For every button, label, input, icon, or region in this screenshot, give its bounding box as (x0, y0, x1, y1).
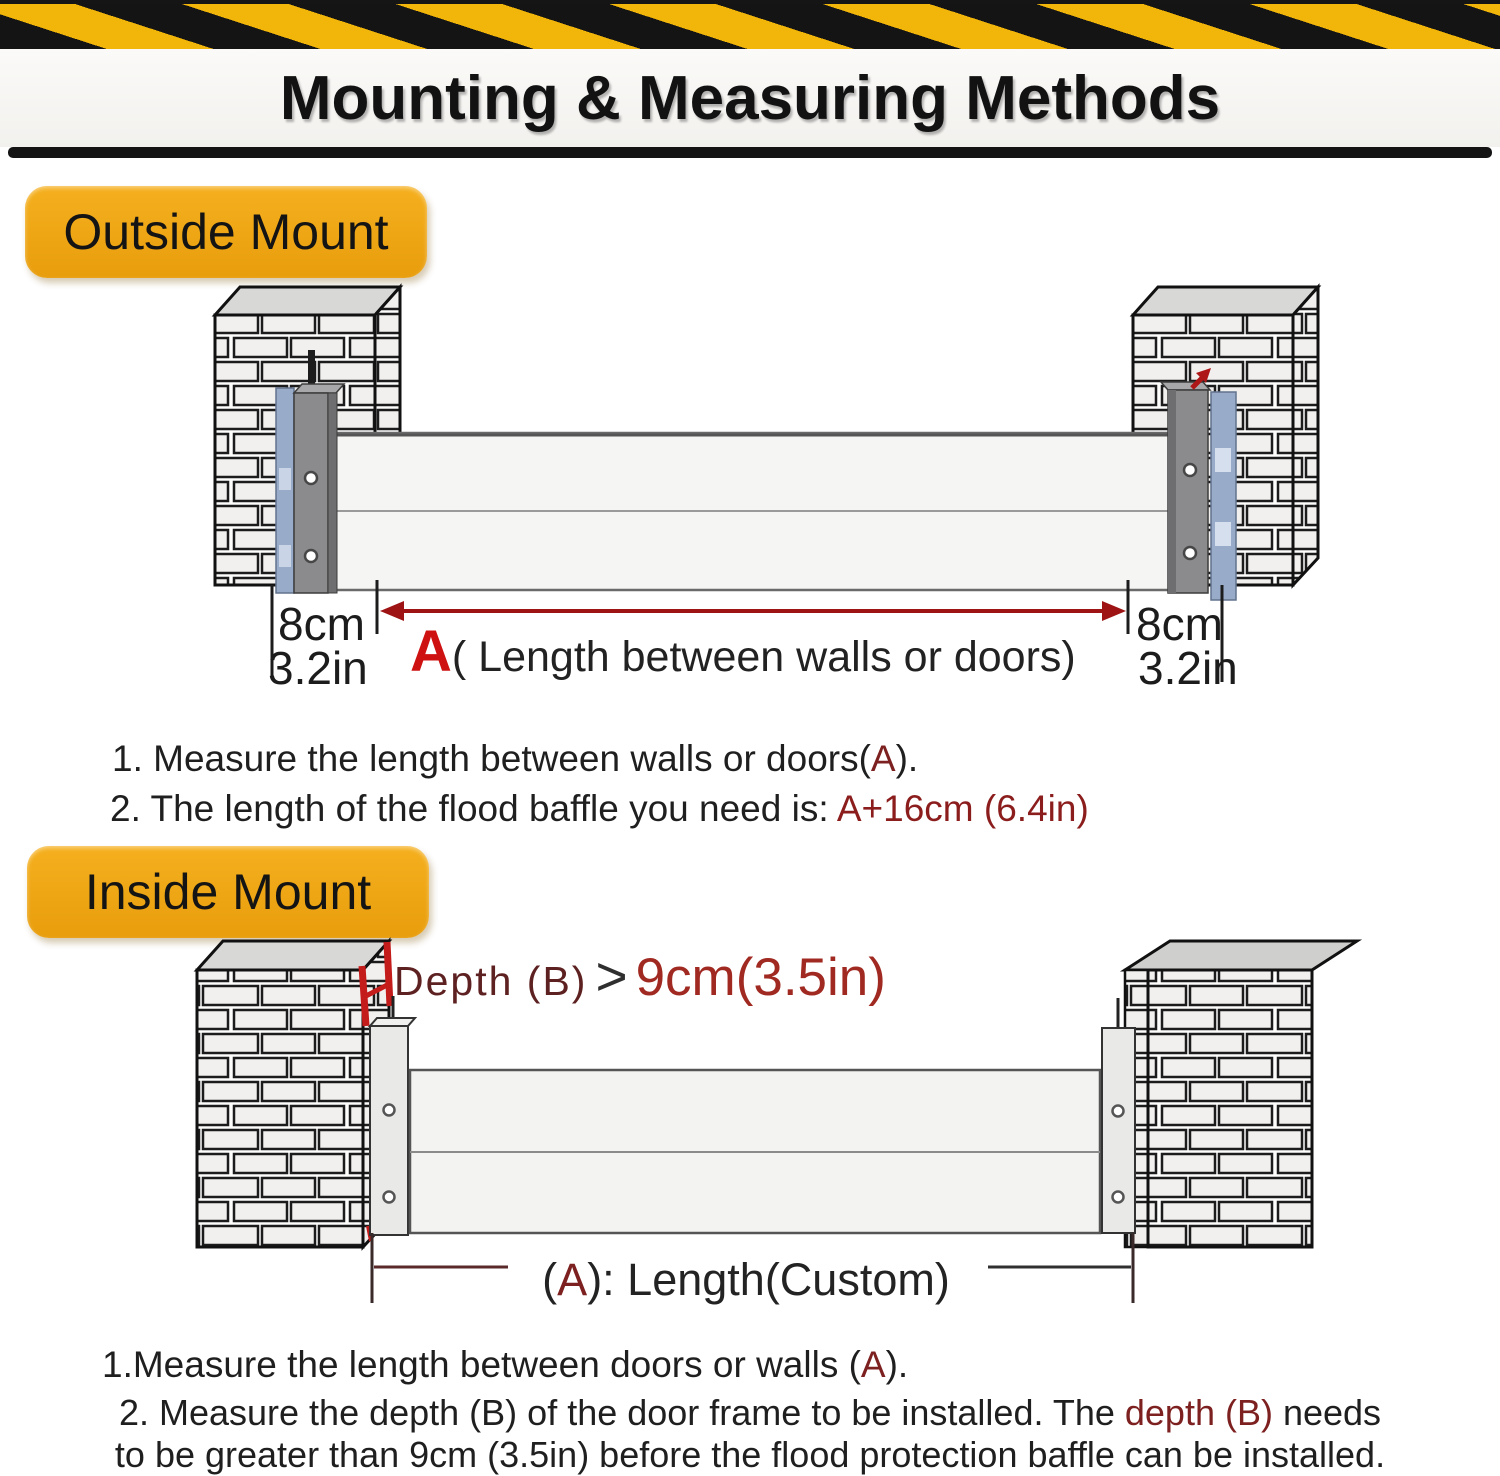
title-underline (8, 147, 1492, 158)
span-label-text: ( Length between walls or doors) (451, 633, 1076, 681)
outside-flood-barrier (335, 433, 1170, 590)
outside-step2-text: 2. The length of the flood baffle you need is: (110, 788, 837, 829)
outside-mount-badge (25, 186, 427, 278)
inside-span-letter: A (557, 1254, 588, 1305)
inside-flood-barrier (410, 1070, 1100, 1233)
outside-span-label (410, 618, 1076, 685)
hazard-stripe-banner (0, 4, 1500, 49)
outside-step1-suffix: ). (895, 738, 919, 779)
span-letter-a: A (410, 619, 452, 684)
outside-step1-text: 1. Measure the length between walls or doors( (112, 738, 871, 779)
right-mounting-bracket (1161, 382, 1210, 593)
outside-left-offset-cm: 8cm (278, 598, 365, 650)
inside-right-pillar (1125, 941, 1357, 1247)
outside-left-offset-in: 3.2in (268, 642, 368, 694)
inside-step2-text: 2. Measure the depth (B) of the door frame to be installed. The (118, 1392, 1125, 1433)
inside-left-bracket (370, 996, 415, 1235)
inside-step-2-line-2: to be greater than 9cm (3.5in) before the flood protection baffle can be installed. (114, 1434, 1386, 1475)
outside-step2-formula: A+16cm (6.4in) (836, 788, 1089, 829)
depth-value: 9cm(3.5in) (635, 948, 886, 1007)
greater-than-symbol: > (595, 945, 628, 1007)
inside-span-suffix: ): Length(Custom) (587, 1254, 950, 1305)
inside-right-bracket (1102, 998, 1135, 1233)
outside-step-1 (112, 738, 918, 780)
outside-step1-letter: A (870, 738, 896, 779)
page-title: Mounting & Measuring Methods (279, 63, 1221, 133)
inside-span-label (520, 1254, 972, 1306)
left-seal-strip (276, 388, 294, 593)
inside-mount-badge-label: Inside Mount (84, 864, 372, 920)
title-band (0, 49, 1500, 147)
outside-right-offset-cm: 8cm (1136, 598, 1223, 650)
inside-mount-badge (27, 846, 429, 938)
inside-step1-letter: A (860, 1344, 886, 1385)
inside-step-1 (102, 1344, 908, 1386)
depth-label: Depth (B) (394, 958, 588, 1004)
outside-right-offset-in: 3.2in (1138, 642, 1238, 694)
outside-step-2 (110, 788, 1089, 830)
inside-step1-text: 1.Measure the length between doors or walls ( (102, 1344, 861, 1385)
inside-step1-suffix: ). (885, 1344, 909, 1385)
inside-step-2-line-1 (0, 1392, 1500, 1434)
outside-mount-badge-label: Outside Mount (63, 204, 389, 260)
right-seal-strip (1211, 392, 1236, 600)
inside-span-prefix: ( (542, 1254, 558, 1305)
inside-step2-highlight: depth (B) (1124, 1392, 1273, 1433)
inside-step2-suffix: needs (1272, 1392, 1382, 1433)
depth-annotation (394, 944, 886, 1008)
left-mounting-bracket (294, 350, 344, 593)
